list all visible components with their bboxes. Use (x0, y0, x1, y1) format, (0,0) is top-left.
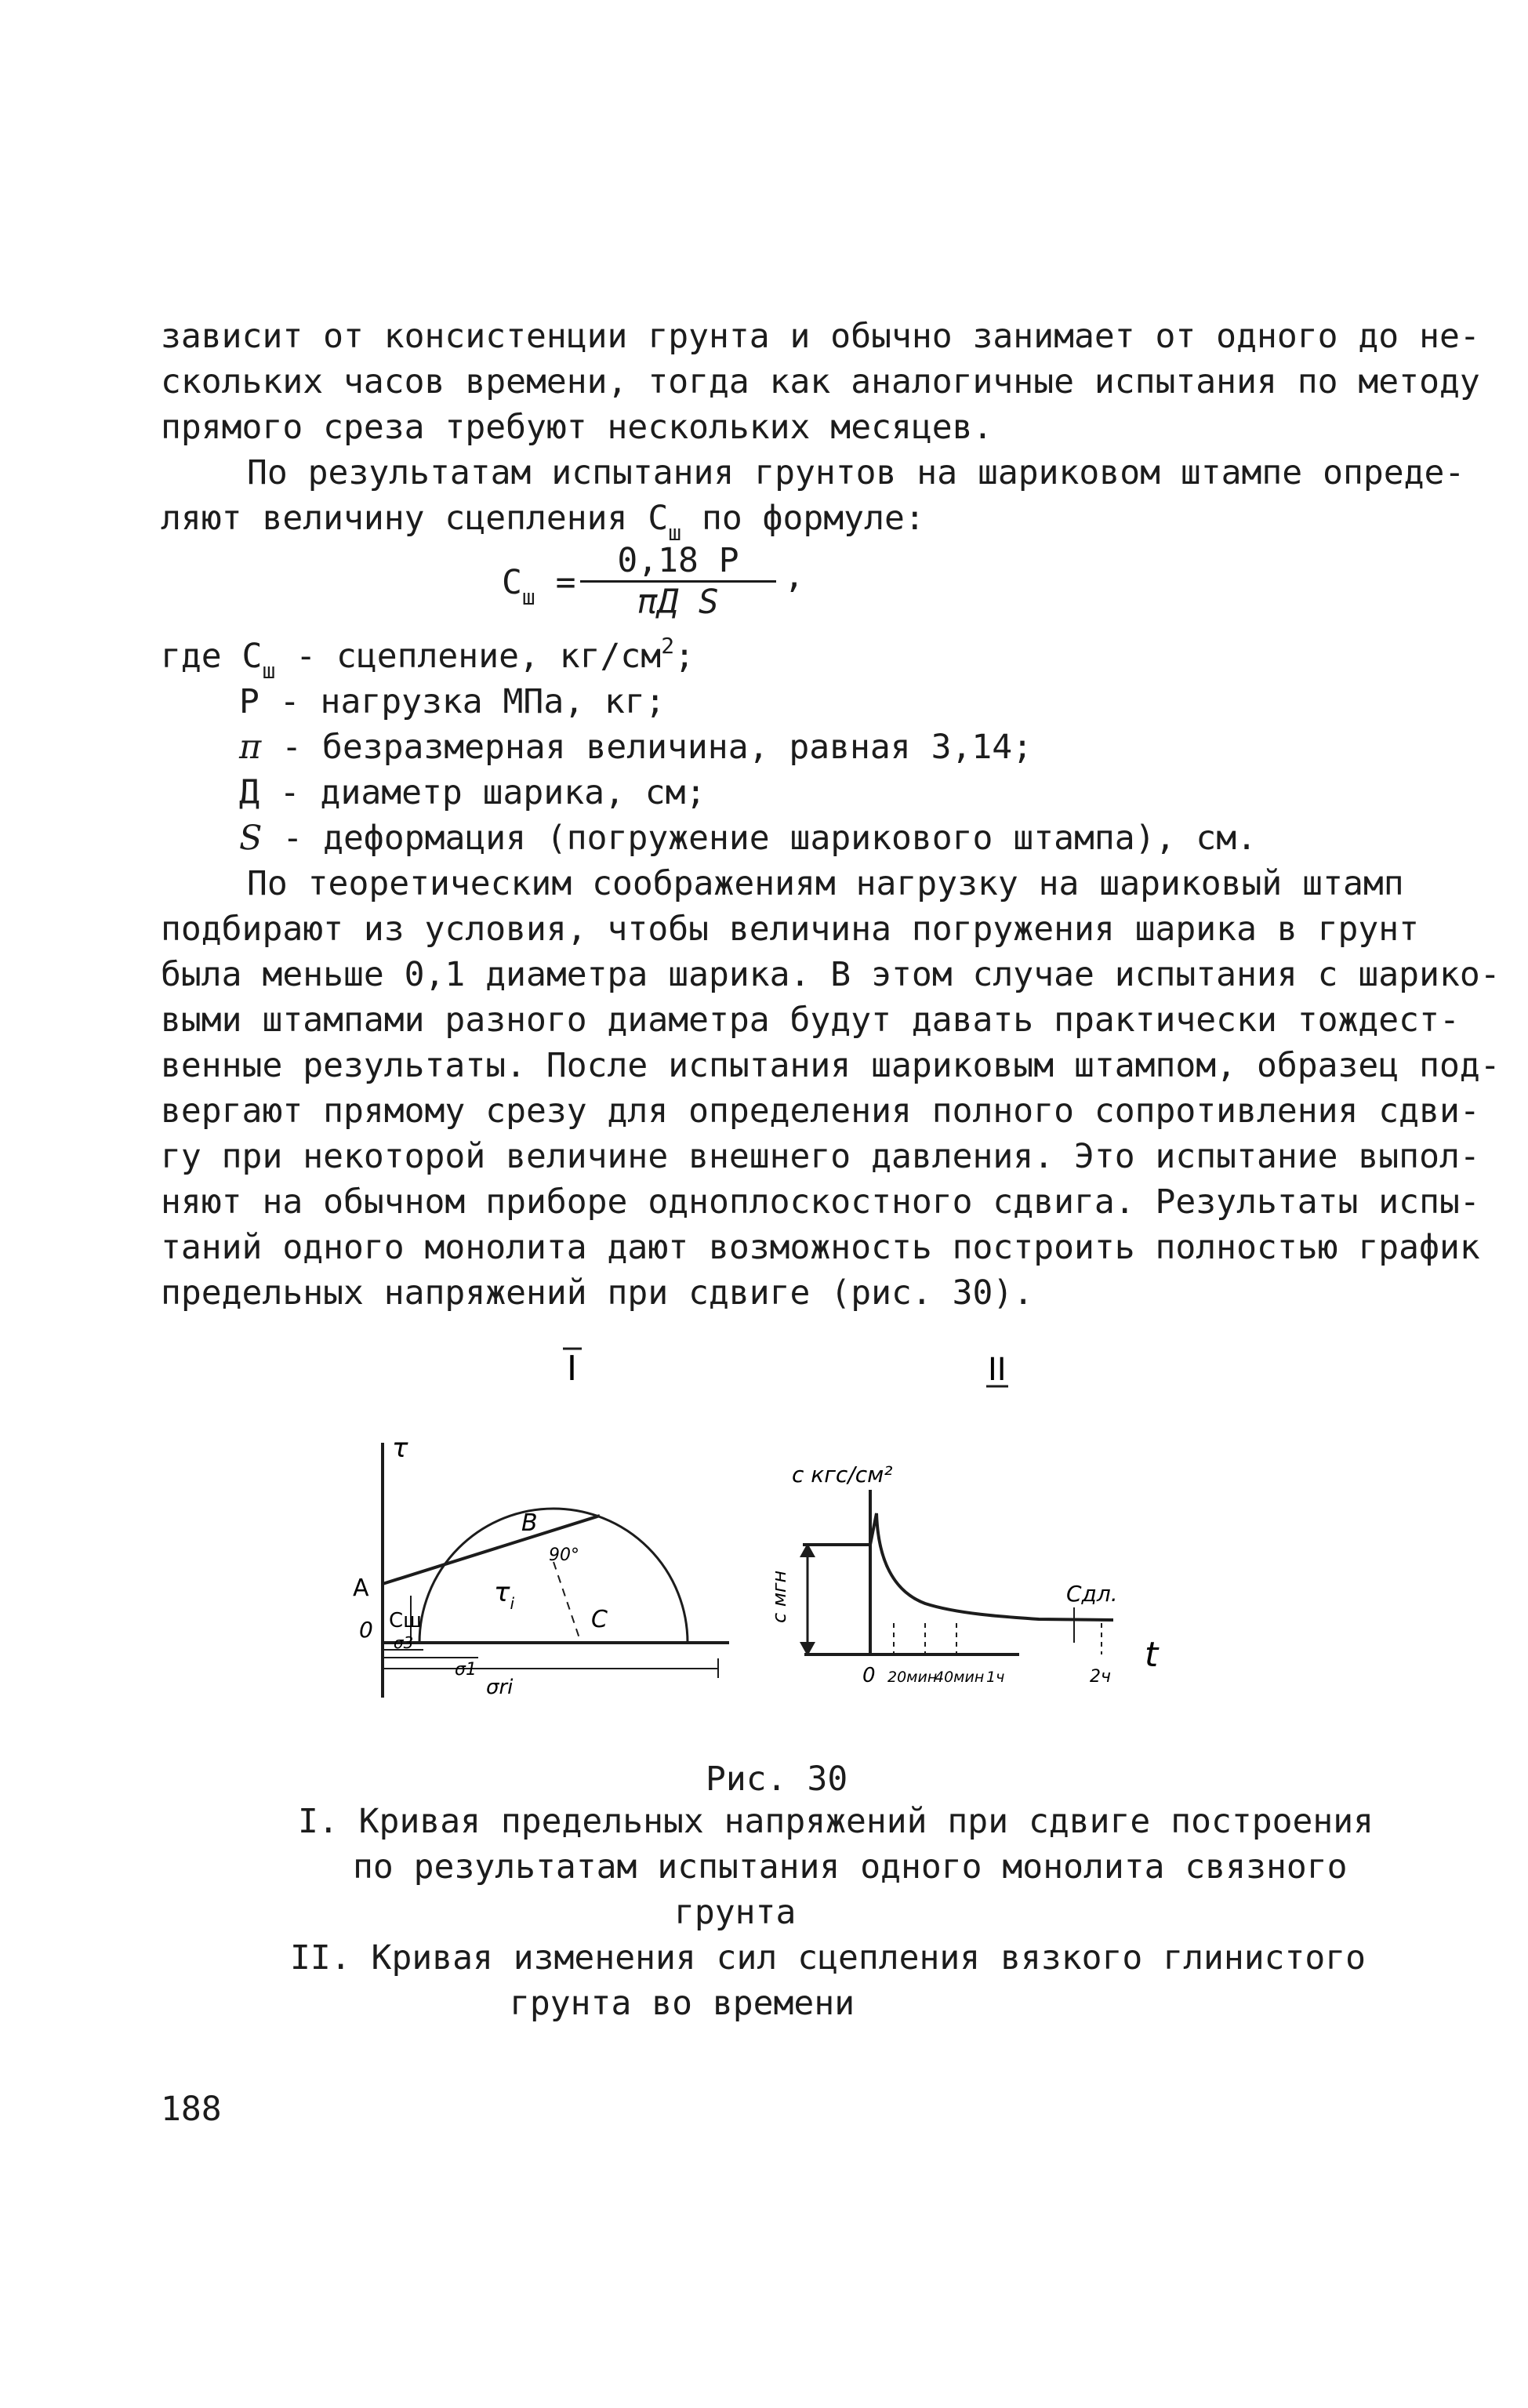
chart2-origin: 0 (862, 1664, 876, 1687)
chart1-sigma1: σ1 (455, 1660, 477, 1680)
paragraph1-line2: скольких часов времени, тогда как аналогичные испытания по методу (161, 362, 1480, 401)
paragraph2-text-before: ляют величину сцепления С (161, 499, 669, 538)
paragraph2-line1: По результатам испытания грунтов на шариковом штампе опреде- (247, 453, 1465, 492)
definition-deformation (239, 815, 1257, 861)
chart1-sigma-ri: σri (486, 1676, 514, 1699)
cohesion-formula (502, 541, 815, 635)
figure-30 (329, 1325, 1215, 1764)
chart1-radius-dashed (553, 1562, 581, 1643)
definition-cohesion (161, 634, 695, 683)
definition-text: - безразмерная величина, равная 3,14; (261, 728, 1033, 767)
chart1-point-B: B (521, 1509, 538, 1537)
definition-text: - диаметр шарика, см; (259, 773, 706, 812)
chart2-c-dl: Сдл. (1066, 1581, 1118, 1607)
definition-superscript: 2 (661, 633, 675, 659)
definition-symbol: S (239, 819, 263, 858)
chart2-tick4: 2ч (1090, 1667, 1111, 1687)
chart2-x-label: t (1145, 1635, 1159, 1675)
figure-caption-item1-line3: грунта (674, 1893, 797, 1932)
chart2-y-label: с кгс/см² (792, 1462, 893, 1487)
figure-caption-item1-line2: по результатам испытания одного монолита связного (353, 1847, 1348, 1887)
definition-text: - нагрузка МПа, кг; (259, 682, 666, 721)
paragraph3-line10: предельных напряжений при сдвиге (рис. 30). (161, 1273, 1034, 1313)
formula-lhs: С (502, 563, 522, 602)
definition-text: - деформация (погружение шарикового штампа), см. (262, 819, 1257, 858)
definition-text: - сцепление, кг/см (275, 637, 662, 676)
chart1-c-label: Сш (389, 1609, 422, 1633)
formula-numerator: 0,18 P (580, 541, 776, 583)
figure-caption-title: Рис. 30 (706, 1760, 848, 1799)
chart1-y-label: τ (392, 1433, 408, 1464)
paragraph3-line3: была меньше 0,1 диаметра шарика. В этом случае испытания с шарико- (161, 955, 1501, 994)
paragraph3-line6: вергают прямому срезу для определения полного сопротивления сдви- (161, 1091, 1480, 1131)
definition-symbol: Р (239, 682, 260, 721)
paragraph2-line2 (161, 496, 925, 545)
figure-caption-item1-line1: I. Кривая предельных напряжений при сдвиге построения (298, 1802, 1374, 1841)
chart-cohesion-time (768, 1462, 1160, 1687)
formula-lhs-subscript: ш (521, 584, 535, 610)
definition-symbol: Д (239, 773, 260, 812)
chart1-angle: 90° (549, 1545, 579, 1565)
figure-caption-item2-line1: II. Кривая изменения сил сцепления вязкого глинистого (290, 1938, 1366, 1978)
chart1-point-A: A (353, 1574, 369, 1602)
paragraph1-line1: зависит от консистенции грунта и обычно занимает от одного до не- (161, 317, 1480, 356)
page-number: 188 (161, 2090, 222, 2129)
paragraph3-line1: По теоретическим соображениям нагрузку на шариковый штамп (247, 864, 1404, 903)
paragraph2-subscript: ш (668, 520, 682, 546)
paragraph1-line3: прямого среза требуют нескольких месяцев. (161, 408, 993, 447)
formula-denominator: πД S (637, 583, 719, 622)
definition-tail: ; (674, 637, 695, 676)
paragraph3-line8: няют на обычном приборе одноплоскостного сдвига. Результаты испы- (161, 1182, 1480, 1222)
figure-label-II: II (988, 1352, 1007, 1388)
paragraph3-line2: подбирают из условия, чтобы величина погружения шарика в грунт (161, 910, 1420, 949)
paragraph2-text-after: по формуле: (681, 499, 925, 538)
formula-equals: = (555, 563, 576, 602)
figure-label-I: I (567, 1349, 577, 1389)
definition-diameter (239, 770, 706, 815)
paragraph3-line9: таний одного монолита дают возможность построить полностью график (161, 1228, 1480, 1267)
formula-fraction (580, 541, 776, 622)
chart2-y-axis-text: с мгн (768, 1570, 790, 1623)
definition-load (239, 679, 666, 725)
paragraph3-line5: венные результаты. После испытания шариковым штампом, образец под- (161, 1046, 1501, 1085)
chart-limit-stress (353, 1433, 729, 1699)
paragraph3-line4: выми штампами разного диаметра будут давать практически тождест- (161, 1001, 1460, 1040)
chart2-tick1: 20мин (887, 1669, 938, 1686)
paragraph3-line7: гу при некоторой величине внешнего давления. Это испытание выпол- (161, 1137, 1480, 1176)
chart1-tau-label: $\tau_i$ (494, 1577, 515, 1613)
definition-symbol-subscript: ш (262, 658, 276, 684)
chart1-origin: 0 (359, 1617, 373, 1643)
definition-symbol: π (239, 728, 262, 767)
chart1-point-C: C (591, 1606, 608, 1633)
chart1-sigma3: σ3 (394, 1633, 414, 1652)
definition-pi (239, 725, 1033, 770)
chart2-tick2: 40мин (935, 1669, 985, 1686)
figure-caption-item2-line2: грунта во времени (510, 1984, 855, 2023)
formula-comma: , (784, 557, 804, 596)
chart2-tick3: 1ч (986, 1669, 1005, 1686)
definition-symbol: где С (161, 637, 263, 676)
